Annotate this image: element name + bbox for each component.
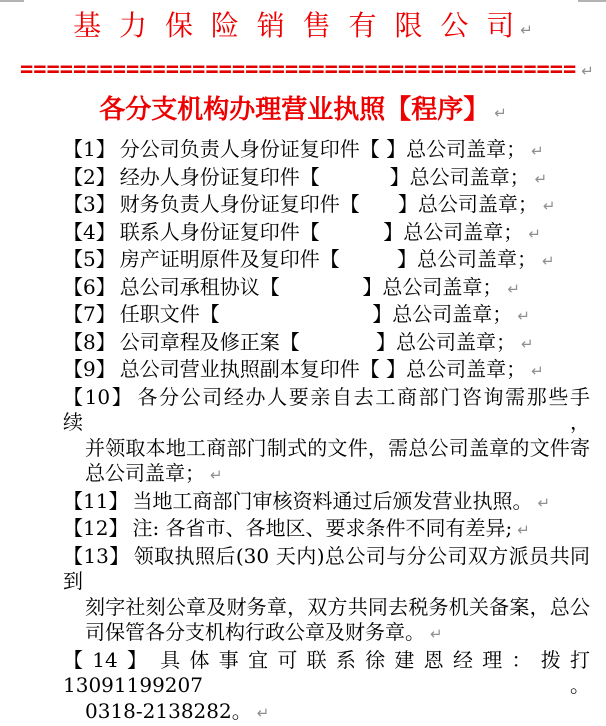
company-title-row [0,0,606,48]
paragraph-mark-icon: ↵ [581,62,594,80]
procedure-item-10 [0,385,606,489]
item-text: 当地工商部门审核资料通过后颁发营业执照。 [132,489,532,513]
item-line [0,385,606,436]
item-text: 房产证明原件及复印件【 】总公司盖章； [120,247,537,271]
item-text: 联系人身份证复印件【 】总公司盖章； [120,220,524,244]
document-title: 各分支机构办理营业执照【程序】 [99,95,489,125]
procedure-item-9 [0,357,606,385]
procedure-item-11 [0,489,606,517]
paragraph-mark-icon: ↵ [257,704,270,722]
page-margin-mark-right [578,0,606,2]
item-text: 总公司承租协议【 】总公司盖章； [120,275,503,299]
item-text: 领取执照后(30 天内)总公司与分公司双方派员共同到 [63,544,590,594]
item-number: 【10】 [63,385,133,409]
paragraph-mark-icon: ↵ [521,335,534,353]
item-text: 财务负责人身份证复印件【 】总公司盖章； [120,192,538,216]
item-line [0,357,606,385]
item-text: 经办人身份证复印件【 】总公司盖章； [120,165,530,189]
paragraph-mark-icon: ↵ [210,466,223,484]
paragraph-mark-icon: ↵ [430,625,443,643]
procedure-item-8 [0,330,606,358]
item-line [0,302,606,330]
item-number: 【6】 [63,275,116,299]
item-number: 【11】 [63,489,128,513]
divider-row [0,60,606,81]
item-line [0,461,606,489]
item-number: 【8】 [63,330,116,354]
item-number: 【9】 [63,357,116,381]
paragraph-mark-icon: ↵ [542,252,555,270]
paragraph-mark-icon: ↵ [517,521,530,539]
item-line [0,620,606,648]
document-title-row [0,95,606,128]
item-number: 【3】 [63,192,116,216]
item-line [0,699,606,726]
item-text: 0318-2138282。 [85,699,252,723]
red-divider-line: ========================================== [20,57,576,82]
item-number: 【1】 [63,137,116,161]
procedure-item-14 [0,648,606,726]
item-line [0,436,606,462]
procedure-list [0,137,606,726]
paragraph-mark-icon: ↵ [543,197,556,215]
procedure-item-1 [0,137,606,165]
paragraph-mark-icon: ↵ [528,225,541,243]
item-text: 公司章程及修正案【 】总公司盖章； [120,330,516,354]
item-number: 【7】 [63,302,116,326]
item-text: 并领取本地工商部门制式的文件，需总公司盖章的文件寄 [85,436,590,460]
company-title: 基 力 保 险 销 售 有 限 公 司 [73,9,515,42]
item-text: 总公司营业执照副本复印件【 】总公司盖章； [120,357,526,381]
item-number: 【4】 [63,220,116,244]
item-text: 各分公司经办人要亲自去工商部门咨询需那些手续， [63,385,590,435]
procedure-item-7 [0,302,606,330]
item-number: 【13】 [63,544,130,568]
procedure-item-3 [0,192,606,220]
item-text: 任职文件【 】总公司盖章； [120,302,513,326]
procedure-item-13 [0,544,606,648]
page-margin-mark-left [0,0,24,2]
item-line [0,648,606,699]
item-number: 【5】 [63,247,116,271]
paragraph-mark-icon: ↵ [494,104,507,122]
item-line [0,489,606,517]
item-text: 分公司负责人身份证复印件【 】总公司盖章； [120,137,526,161]
item-text: 具体事宜可联系徐建恩经理：拨打 13091199207。 [63,648,590,698]
procedure-item-6 [0,275,606,303]
paragraph-mark-icon: ↵ [531,142,544,160]
item-line [0,595,606,621]
item-line [0,220,606,248]
item-text: 注: 各省市、各地区、要求条件不同有差异; [132,516,512,540]
paragraph-mark-icon: ↵ [531,362,544,380]
item-line [0,137,606,165]
item-line [0,165,606,193]
item-line [0,247,606,275]
paragraph-mark-icon: ↵ [520,21,533,39]
paragraph-mark-icon: ↵ [517,307,530,325]
item-line [0,516,606,544]
procedure-item-12 [0,516,606,544]
item-line [0,330,606,358]
procedure-item-4 [0,220,606,248]
item-line [0,192,606,220]
item-text: 总公司盖章； [85,461,205,485]
procedure-item-5 [0,247,606,275]
item-number: 【2】 [63,165,116,189]
item-number: 【14】 [63,648,156,672]
item-text: 刻字社刻公章及财务章，双方共同去税务机关备案，总公 [85,595,590,619]
item-number: 【12】 [63,516,128,540]
paragraph-mark-icon: ↵ [507,280,520,298]
item-line [0,544,606,595]
paragraph-mark-icon: ↵ [537,494,550,512]
paragraph-mark-icon: ↵ [535,170,548,188]
item-line [0,275,606,303]
procedure-item-2 [0,165,606,193]
item-text: 司保管各分支机构行政公章及财务章。 [85,620,425,644]
